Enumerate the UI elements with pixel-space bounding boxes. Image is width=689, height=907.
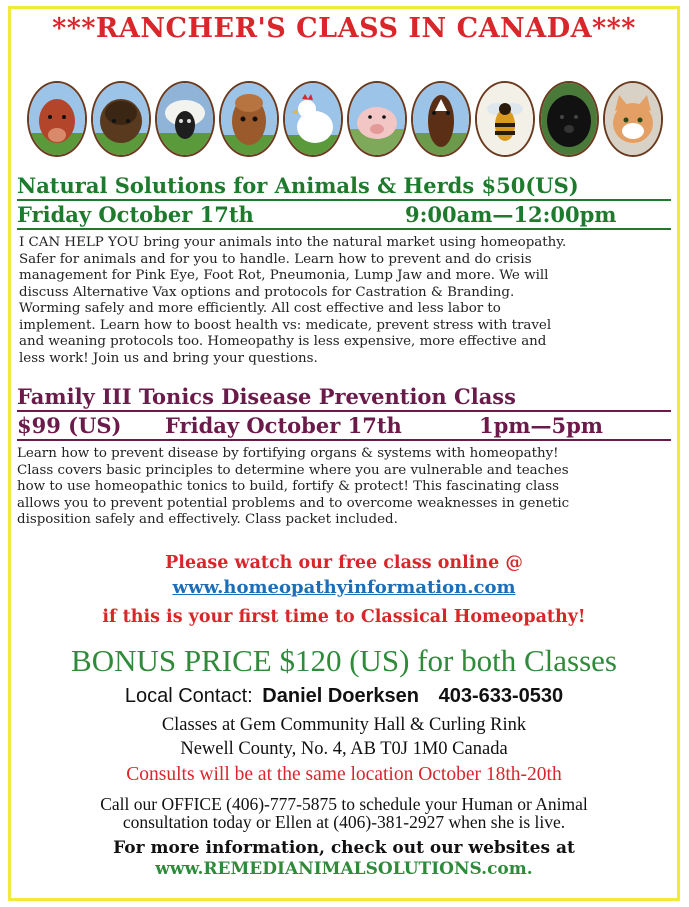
text-line: disposition safely and effectively. Class packet included. <box>17 512 398 527</box>
alpaca-icon <box>219 81 279 157</box>
section1-day: Friday October 17th <box>17 202 254 227</box>
text-line: and weaning protocols too. Homeopathy is less expensive, more effective and <box>19 334 547 349</box>
consults-note: Consults will be at the same location October 18th-20th <box>126 764 562 785</box>
text-line: management for Pink Eye, Foot Rot, Pneumonia, Lump Jaw and more. We will <box>19 268 549 283</box>
text-line: Class covers basic principles to determine where you are vulnerable and teaches <box>17 462 569 478</box>
horse-icon <box>411 81 471 157</box>
contact-label: Local Contact: <box>124 685 253 707</box>
location-line-1: Classes at Gem Community Hall & Curling Rink <box>161 715 527 735</box>
office-line-2: consultation today or Ellen at (406)-381-2927 when she is live. <box>122 812 566 832</box>
section2-description <box>17 446 681 529</box>
homeopathy-info-link[interactable]: www.homeopathyinformation.com <box>172 577 516 598</box>
section2-title: Family III Tonics Disease Prevention Class <box>17 384 671 412</box>
section1-title: Natural Solutions for Animals & Herds $50(US) <box>17 173 671 201</box>
text-line: Worming safely and more efficiently. All cost effective and less labor to <box>19 301 501 316</box>
free-class-line: Please watch our free class online @ <box>165 553 523 573</box>
text-line: discuss Alternative Vax options and protocols for Castration & Branding. <box>19 284 515 300</box>
bison-icon <box>91 81 151 157</box>
cat-icon <box>603 81 663 157</box>
bonus-price: BONUS PRICE $120 (US) for both Classes <box>71 643 617 678</box>
free-class-link-row <box>11 577 677 598</box>
location-line-2: Newell County, No. 4, AB T0J 1M0 Canada <box>180 739 508 759</box>
section2-date-row <box>17 413 671 441</box>
pig-icon <box>347 81 407 157</box>
chicken-icon <box>283 81 343 157</box>
contact-name: Daniel Doerksen <box>262 685 420 707</box>
section1-description <box>19 235 683 367</box>
remedianimal-website-link[interactable]: www.REMEDIANIMALSOLUTIONS.com. <box>155 859 533 879</box>
bee-icon <box>475 81 535 157</box>
section2-day: Friday October 17th <box>165 413 402 438</box>
local-contact <box>11 685 677 708</box>
animal-photo-row <box>27 81 667 161</box>
text-line: how to use homeopathic tonics to build, fortify & protect! This fascinating class <box>17 479 559 494</box>
contact-phone: 403-633-0530 <box>438 685 564 707</box>
section1-date-row <box>17 202 671 230</box>
section2-price: $99 (US) <box>17 413 122 438</box>
text-line: Learn how to prevent disease by fortifying organs & systems with homeopathy! <box>17 446 559 461</box>
more-info-line: For more information, check out our websites at <box>113 838 575 858</box>
office-line-1: Call our OFFICE (406)-777-5875 to schedule your Human or Animal <box>100 794 588 814</box>
text-line: less work! Join us and bring your questions. <box>19 350 318 366</box>
sheep-icon <box>155 81 215 157</box>
flyer-page <box>8 6 680 901</box>
text-line: implement. Learn how to boost health vs: medicate, prevent stress with travel <box>19 317 552 333</box>
text-line: Safer for animals and for you to handle. Learn how to prevent and do crisis <box>19 251 532 267</box>
dog-icon <box>539 81 599 157</box>
text-line: allows you to prevent potential problems and to overcome weaknesses in genetic <box>17 495 570 511</box>
section1-time: 9:00am—12:00pm <box>405 202 617 227</box>
text-line: I CAN HELP YOU bring your animals into the natural market using homeopathy. <box>19 235 567 250</box>
first-time-line: if this is your first time to Classical Homeopathy! <box>102 607 586 627</box>
cow-icon <box>27 81 87 157</box>
section2-time: 1pm—5pm <box>479 413 604 438</box>
flyer-title: ***RANCHER'S CLASS IN CANADA*** <box>52 13 636 44</box>
